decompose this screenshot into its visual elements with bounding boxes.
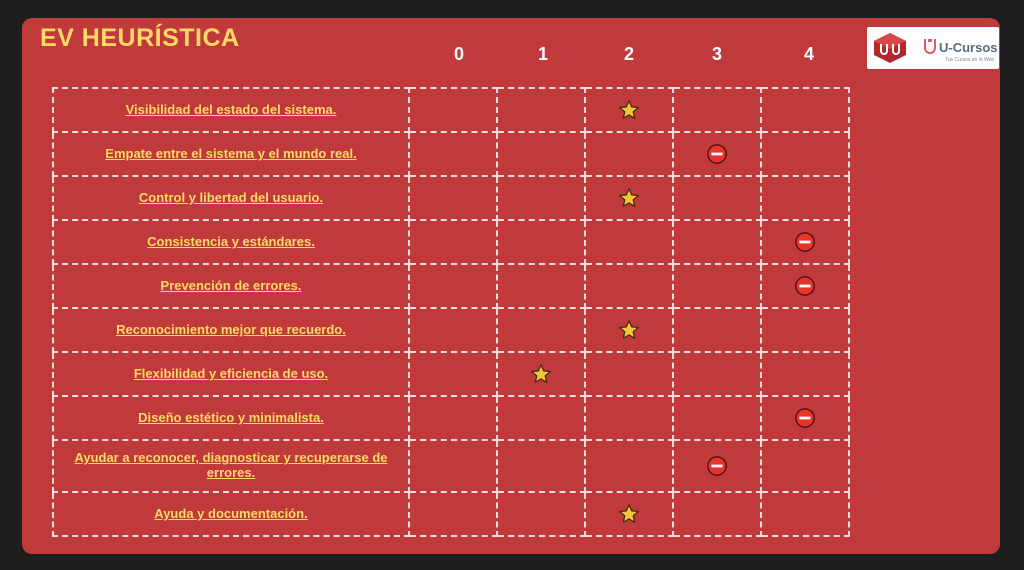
score-cell-4: [761, 88, 849, 132]
star-icon: [618, 187, 640, 209]
score-cell-3: [673, 264, 761, 308]
minus-circle-icon: [794, 407, 816, 429]
table-row: [53, 176, 849, 220]
table-row: [53, 440, 849, 492]
ucursos-u-icon: [922, 37, 938, 55]
score-cell-1: [497, 440, 585, 492]
score-cell-0: [409, 308, 497, 352]
heuristic-label: Empate entre el sistema y el mundo real.: [105, 146, 357, 161]
star-icon: [618, 99, 640, 121]
table-row: [53, 132, 849, 176]
table-row: [53, 396, 849, 440]
heuristic-label-cell: [53, 440, 409, 492]
score-cell-3: [673, 176, 761, 220]
score-cell-2: [585, 440, 673, 492]
heuristic-label: Ayudar a reconocer, diagnosticar y recuperarse de errores.: [74, 450, 388, 480]
score-cell-3: [673, 492, 761, 536]
score-cell-0: [409, 352, 497, 396]
score-cell-0: [409, 176, 497, 220]
score-cell-0: [409, 132, 497, 176]
score-header-4: 4: [803, 44, 814, 64]
score-cell-4: [761, 492, 849, 536]
score-header-2: 2: [623, 44, 634, 64]
ucursos-badge-icon: [873, 32, 907, 64]
table-row: [53, 220, 849, 264]
score-cell-3: [673, 132, 761, 176]
score-cell-1: [497, 176, 585, 220]
score-cell-0: [409, 396, 497, 440]
score-cell-0: [409, 440, 497, 492]
score-cell-2: [585, 264, 673, 308]
score-header-1: 1: [537, 44, 548, 64]
score-header: [22, 44, 1000, 68]
heuristic-label: Consistencia y estándares.: [147, 234, 315, 249]
score-cell-1: [497, 492, 585, 536]
slide-canvas: [22, 18, 1000, 554]
score-cell-3: [673, 396, 761, 440]
logo-text: U-Cursos: [939, 40, 998, 55]
heuristic-label-cell: [53, 88, 409, 132]
table-row: [53, 308, 849, 352]
star-icon: [618, 319, 640, 341]
score-cell-2: [585, 88, 673, 132]
heuristic-label: Reconocimiento mejor que recuerdo.: [116, 322, 346, 337]
score-cell-3: [673, 88, 761, 132]
table-row: [53, 264, 849, 308]
heuristic-label-cell: [53, 132, 409, 176]
score-cell-4: [761, 176, 849, 220]
score-cell-4: [761, 220, 849, 264]
heuristic-label: Prevención de errores.: [160, 278, 302, 293]
score-cell-2: [585, 492, 673, 536]
score-cell-1: [497, 264, 585, 308]
heuristic-label: Control y libertad del usuario.: [138, 190, 324, 205]
score-cell-3: [673, 220, 761, 264]
minus-circle-icon: [794, 275, 816, 297]
score-cell-4: [761, 396, 849, 440]
heuristic-label-cell: [53, 264, 409, 308]
score-cell-0: [409, 264, 497, 308]
heuristic-label-cell: [53, 396, 409, 440]
table-row: [53, 492, 849, 536]
star-icon: [618, 503, 640, 525]
heuristic-label-cell: [53, 220, 409, 264]
heuristic-label-cell: [53, 492, 409, 536]
score-cell-0: [409, 492, 497, 536]
score-cell-2: [585, 132, 673, 176]
score-cell-1: [497, 396, 585, 440]
score-cell-4: [761, 308, 849, 352]
heuristic-label: Flexibilidad y eficiencia de uso.: [133, 366, 329, 381]
score-header-0: 0: [453, 44, 464, 64]
score-cell-3: [673, 352, 761, 396]
score-cell-4: [761, 264, 849, 308]
minus-circle-icon: [706, 143, 728, 165]
heuristic-label: Diseño estético y minimalista.: [138, 410, 324, 425]
heuristic-label-cell: [53, 176, 409, 220]
minus-circle-icon: [794, 231, 816, 253]
table-row: [53, 88, 849, 132]
star-icon: [530, 363, 552, 385]
heuristic-label: Ayuda y documentación.: [154, 506, 308, 521]
score-cell-1: [497, 88, 585, 132]
score-cell-3: [673, 440, 761, 492]
score-cell-2: [585, 220, 673, 264]
score-cell-0: [409, 220, 497, 264]
score-cell-1: [497, 220, 585, 264]
score-cell-4: [761, 440, 849, 492]
score-cell-1: [497, 132, 585, 176]
score-cell-2: [585, 352, 673, 396]
score-cell-2: [585, 308, 673, 352]
score-cell-2: [585, 396, 673, 440]
score-cell-2: [585, 176, 673, 220]
heuristic-table: [52, 87, 850, 537]
logo-subtitle: Tus Cursos en la Web: [945, 57, 995, 63]
score-cell-0: [409, 88, 497, 132]
ucursos-logo: [867, 27, 999, 69]
score-cell-4: [761, 352, 849, 396]
heuristic-label-cell: [53, 352, 409, 396]
heuristic-label: Visibilidad del estado del sistema.: [125, 102, 337, 117]
score-cell-1: [497, 308, 585, 352]
minus-circle-icon: [706, 455, 728, 477]
score-cell-1: [497, 352, 585, 396]
score-cell-4: [761, 132, 849, 176]
score-header-3: 3: [711, 44, 722, 64]
score-cell-3: [673, 308, 761, 352]
table-row: [53, 352, 849, 396]
page-title: EV HEURÍSTICA: [40, 24, 240, 52]
heuristic-label-cell: [53, 308, 409, 352]
